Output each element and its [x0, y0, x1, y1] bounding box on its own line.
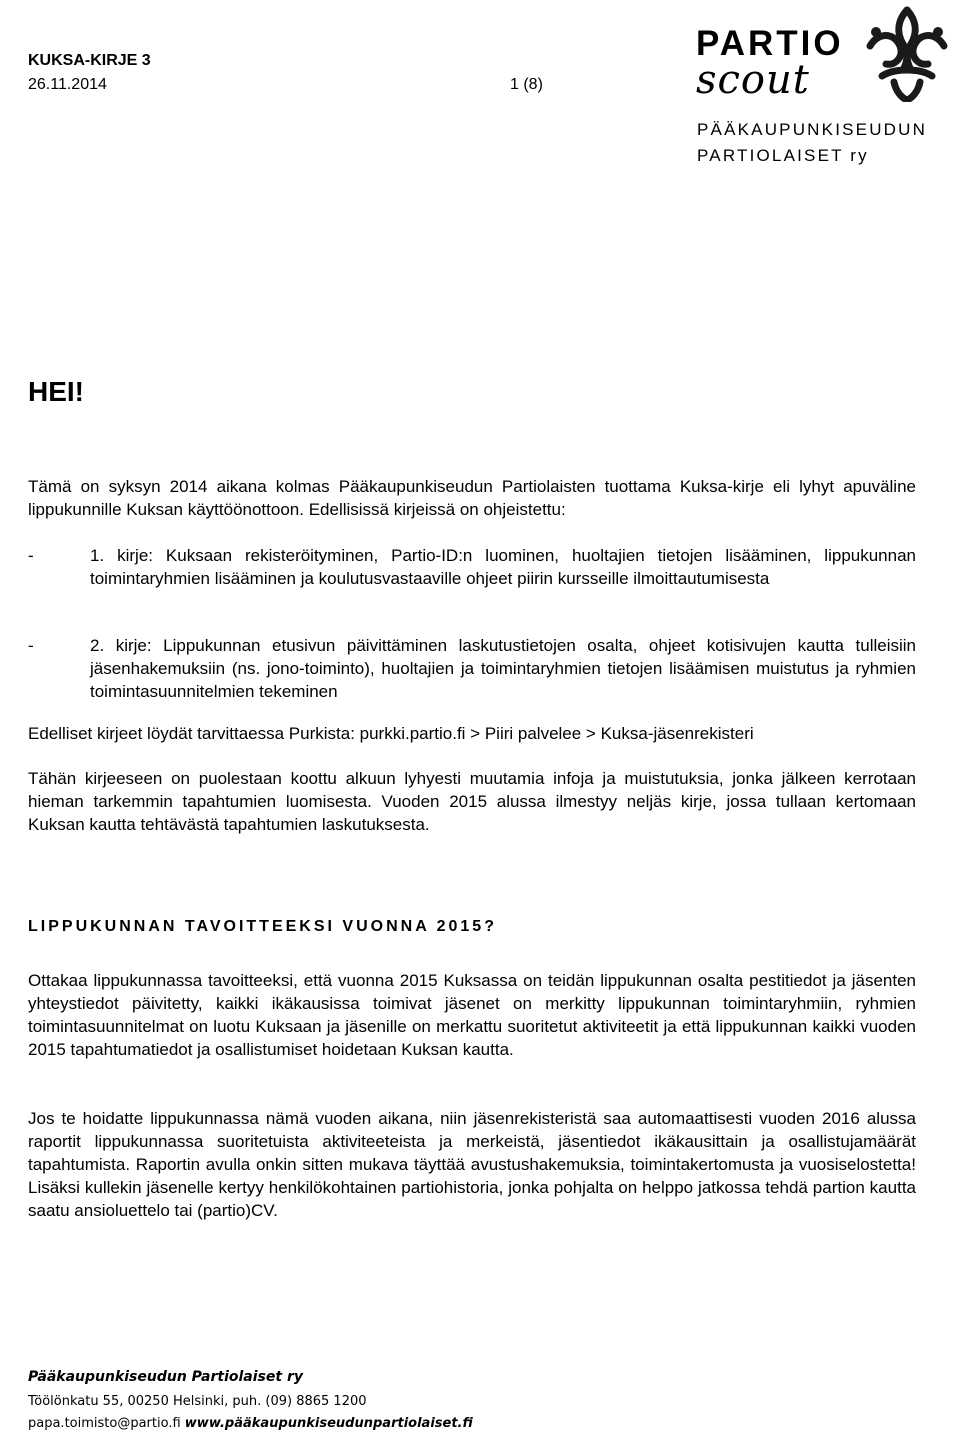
list-item-letter-1: 1. kirje: Kuksaan rekisteröityminen, Partio-ID:n luominen, huoltajien tietojen lisääminen, lippukunnan toimintaryhmien lisääminen ja koulutusvastaaville ohjeet piirin kursseille ilmoittautumisesta — [90, 546, 916, 588]
document-title: KUKSA-KIRJE 3 — [28, 52, 151, 69]
logo-org-line1: PÄÄKAUPUNKISEUDUN — [697, 120, 928, 139]
logo-word-partio: PARTIO — [696, 24, 844, 63]
previous-letters-info: Edelliset kirjeet löydät tarvittaessa Purkista: purkki.partio.fi > Piiri palvelee > Kuksa-jäsenrekisteri — [28, 724, 754, 743]
list-bullet: - — [28, 546, 34, 565]
goal-paragraph-2: Jos te hoidatte lippukunnassa nämä vuoden aikana, niin jäsenrekisteristä saa automaattisesti vuoden 2016 alussa raportit lippukunnassa suoritetuista aktiviteeteista ja merkeistä, jäsentiedot ikäkausittain ja osallistujamäärät tapahtumista. Raportin avulla onkin sitten mukava täyttää avustushakemuksia, toimintakertomusta ja vuosiselostetta! Lisäksi kullekin jäsenelle kertyy henkilökohtainen partiohistoria, jonka pohjalta on helppo jatkossa tehdä partion kautta saatu ansioluettelo tai (partio)CV. — [28, 1109, 916, 1220]
document-date: 26.11.2014 — [28, 76, 107, 93]
page-number: 1 (8) — [510, 76, 543, 93]
section-heading: LIPPUKUNNAN TAVOITTEEKSI VUONNA 2015? — [28, 918, 497, 935]
partio-scout-logo — [688, 0, 960, 172]
list-item-letter-2: 2. kirje: Lippukunnan etusivun päivittäminen laskutustietojen osalta, ohjeet kotisivujen kautta tulleisiin jäsenhakemuksiin (ns. jono-toiminto), huoltajien ja toimintaryhmien tietojen lisäämisen muistutus ja ryhmien toimintasuunnitelmien tekeminen — [90, 636, 916, 701]
intro-paragraph: Tämä on syksyn 2014 aikana kolmas Pääkaupunkiseudun Partiolaisten tuottama Kuksa-kirje eli lyhyt apuväline lippukunnille Kuksan käyttöönottoon. Edellisissä kirjeissä on ohjeistettu: — [28, 477, 916, 519]
goal-paragraph-1: Ottakaa lippukunnassa tavoitteeksi, että vuonna 2015 Kuksassa on teidän lippukunnan osalta pestitiedot ja jäsenten yhteystiedot päivitetty, kaikki ikäkausissa toimivat jäsenet on merkitty lippukunnan toimintaryhmiin, ryhmien toimintasuunnitelmat on luotu Kuksaan ja jäsenille on merkattu suoritetut aktiviteetit ja että lippukunnan kaikki vuoden 2015 tapahtumatiedot ja osallistumiset hoidetaan Kuksan kautta. — [28, 971, 916, 1059]
footer-organization: Pääkaupunkiseudun Partiolaiset ry — [28, 1369, 303, 1385]
footer-address: Töölönkatu 55, 00250 Helsinki, puh. (09) 8865 1200 — [28, 1394, 367, 1409]
logo-org-line2: PARTIOLAISET ry — [697, 146, 869, 165]
greeting-heading: HEI! — [28, 376, 84, 407]
logo-word-scout: scout — [696, 57, 810, 103]
footer-contact — [28, 1416, 473, 1431]
footer-website-link[interactable]: www.pääkaupunkiseudunpartiolaiset.fi — [184, 1416, 473, 1431]
list-bullet: - — [28, 636, 34, 655]
summary-paragraph: Tähän kirjeeseen on puolestaan koottu alkuun lyhyesti muutamia infoja ja muistutuksia, jonka jälkeen kerrotaan hieman tarkemmin tapahtumien luomisesta. Vuoden 2015 alussa ilmestyy neljäs kirje, jossa tullaan kertomaan Kuksan kautta tehtävästä tapahtumien laskutuksesta. — [28, 769, 916, 834]
scout-fleur-de-lis-icon — [856, 2, 958, 102]
footer-email-link[interactable]: papa.toimisto@partio.fi — [28, 1416, 181, 1431]
